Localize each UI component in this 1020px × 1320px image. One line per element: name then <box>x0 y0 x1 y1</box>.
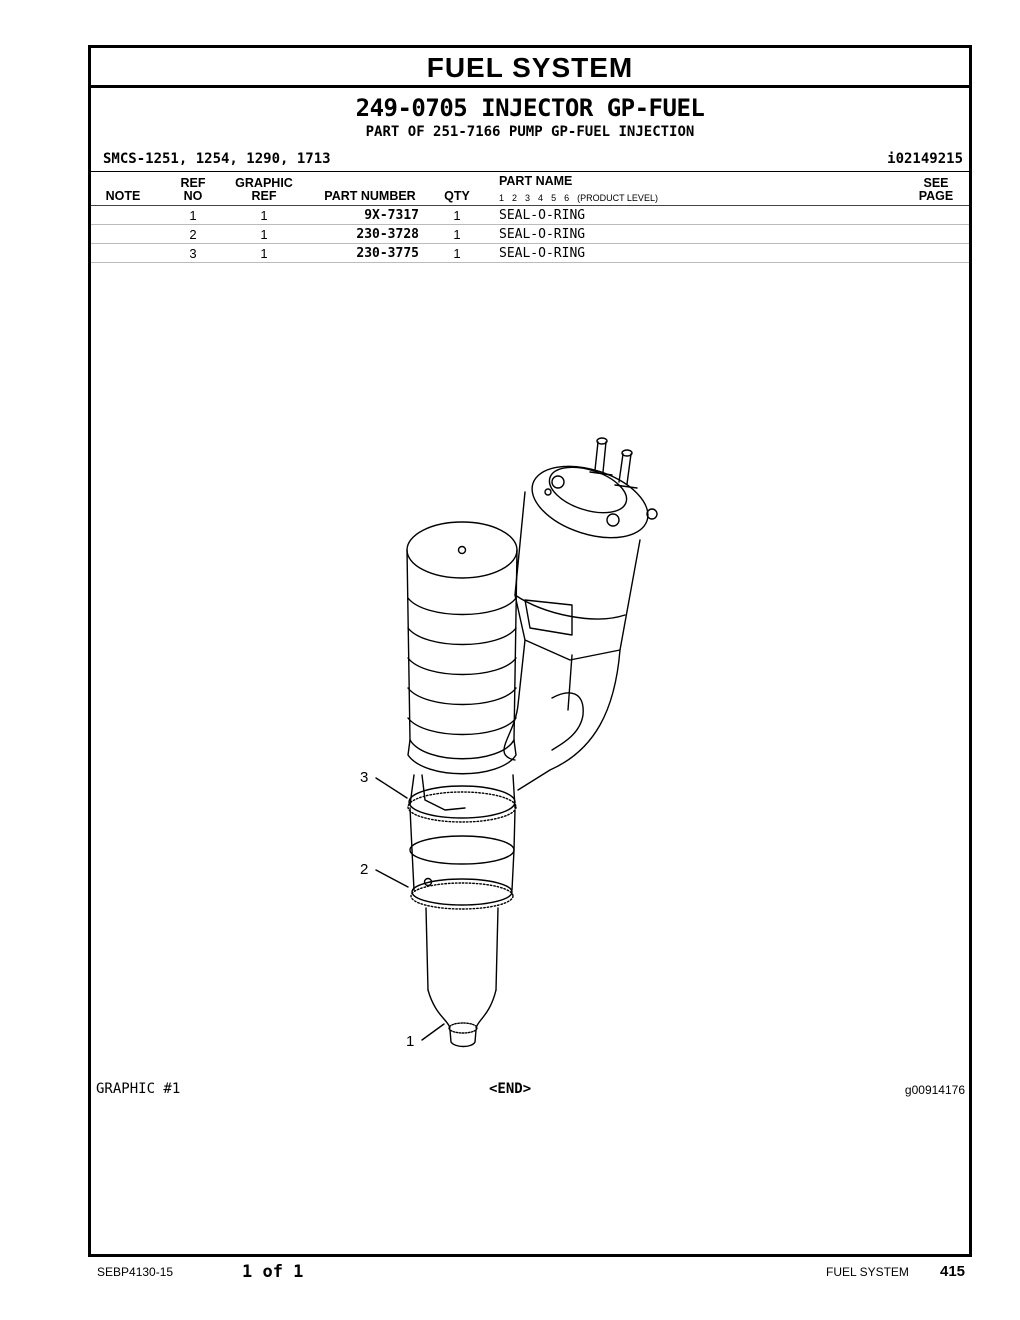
row-qty: 1 <box>453 208 461 223</box>
table-row <box>91 206 969 225</box>
callout-1: 1 <box>406 1033 415 1050</box>
page-of: 1 of 1 <box>242 1262 304 1282</box>
level-3: 3 <box>525 193 531 203</box>
header-see-bottom: PAGE <box>918 189 954 203</box>
header-part-number: PART NUMBER <box>324 189 416 203</box>
header-graphic-top: GRAPHIC <box>235 176 293 190</box>
table-row <box>91 244 969 263</box>
section-title: FUEL SYSTEM <box>91 48 969 88</box>
level-1: 1 <box>499 193 505 203</box>
row-part-name: SEAL-O-RING <box>499 227 586 242</box>
level-5: 5 <box>551 193 557 203</box>
row-graphic-ref: 1 <box>260 227 268 242</box>
illustration-id: i02149215 <box>887 151 963 167</box>
header-see-top: SEE <box>923 176 949 190</box>
callout-3: 3 <box>360 769 369 786</box>
row-graphic-ref: 1 <box>260 208 268 223</box>
header-note: NOTE <box>105 189 141 203</box>
page-number: 415 <box>940 1263 966 1280</box>
footer-section: FUEL SYSTEM <box>826 1265 909 1279</box>
level-4: 4 <box>538 193 544 203</box>
row-qty: 1 <box>453 246 461 261</box>
part-of-line: PART OF 251-7166 PUMP GP-FUEL INJECTION <box>365 124 695 140</box>
row-qty: 1 <box>453 227 461 242</box>
row-ref-no: 1 <box>189 208 197 223</box>
callout-2: 2 <box>360 861 369 878</box>
document-number: SEBP4130-15 <box>97 1265 174 1279</box>
header-ref-top: REF <box>180 176 206 190</box>
group-title: 249-0705 INJECTOR GP-FUEL <box>355 94 705 122</box>
table-top-rule <box>91 171 969 172</box>
row-ref-no: 2 <box>189 227 197 242</box>
end-marker: <END> <box>489 1081 532 1097</box>
injector-body <box>408 775 516 909</box>
level-6: 6 <box>564 193 570 203</box>
product-level-label: (PRODUCT LEVEL) <box>577 193 658 203</box>
nozzle <box>426 908 498 1047</box>
fuel-injector-illustration <box>340 430 700 1055</box>
header-ref-bottom: NO <box>183 189 203 203</box>
table-row <box>91 225 969 244</box>
row-part-number: 230-3775 <box>356 246 419 261</box>
smcs-codes: SMCS-1251, 1254, 1290, 1713 <box>103 151 331 167</box>
injector-neck <box>504 640 620 790</box>
row-part-name: SEAL-O-RING <box>499 246 586 261</box>
row-part-number: 9X-7317 <box>364 208 419 223</box>
header-part-name: PART NAME <box>499 174 573 188</box>
header-graphic-bottom: REF <box>251 189 277 203</box>
graphic-label: GRAPHIC #1 <box>96 1081 181 1097</box>
header-qty: QTY <box>444 189 470 203</box>
product-level-scale <box>499 193 666 203</box>
spring-stack <box>407 522 517 774</box>
graphic-id: g00914176 <box>904 1083 965 1097</box>
solenoid-housing <box>515 453 657 660</box>
row-part-number: 230-3728 <box>356 227 419 242</box>
level-2: 2 <box>512 193 518 203</box>
row-graphic-ref: 1 <box>260 246 268 261</box>
row-ref-no: 3 <box>189 246 197 261</box>
row-part-name: SEAL-O-RING <box>499 208 586 223</box>
